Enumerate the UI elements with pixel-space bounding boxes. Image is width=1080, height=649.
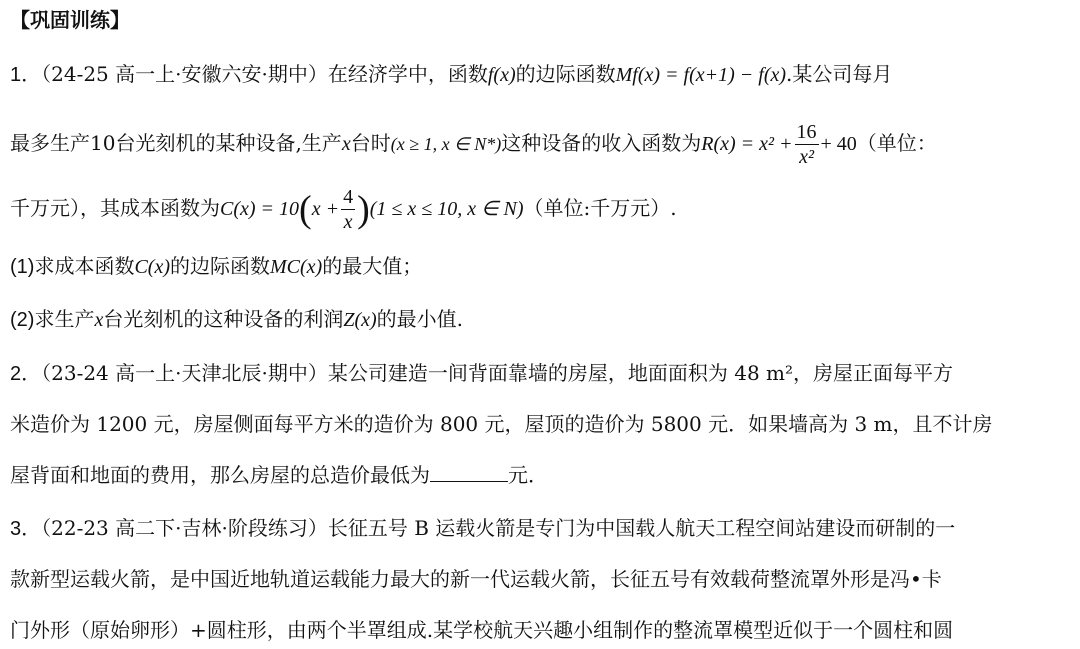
q1-number: 1．	[10, 64, 42, 86]
q2-line-2: 米造价为 1200 元，房屋侧面每平方米的造价为 800 元，屋顶的造价为 5800 元．如果墙高为 3 m，且不计房	[10, 412, 993, 436]
q1-text: 在经济学中，函数	[327, 62, 488, 86]
fraction-numerator: 16	[796, 121, 817, 143]
q1-text: 的边际函数	[170, 254, 270, 278]
q1-cost-symbol: C(x)	[134, 256, 170, 278]
q3-source: （22-23 高二下·吉林·阶段练习）	[41, 516, 328, 540]
q3-number: 3．	[10, 518, 42, 540]
q2-text: 屋背面和地面的费用，那么房屋的总造价最低为	[10, 463, 430, 487]
q1-text: .某公司每月	[786, 62, 893, 86]
q1-condition: (x ≥ 1, x ∈ N*)	[390, 134, 502, 154]
q1-function-f: f(x)	[487, 64, 516, 86]
q1-unit-label: （单位：	[856, 131, 937, 155]
q1-line-3	[10, 180, 1072, 236]
q2-text: 某公司建造一间背面靠墙的房屋，地面面积为 48 m²，房屋正面每平方	[327, 361, 954, 385]
q1-marginal-cost-symbol: MC(x)	[270, 256, 323, 278]
q1-marginal-formula: Mf(x) = f(x+1) − f(x)	[615, 64, 787, 86]
fraction-denominator: x	[343, 211, 353, 233]
q1-text: （单位:千万元）.	[523, 196, 677, 220]
q1-cost-domain: (1 ≤ x ≤ 10, x ∈ N)	[369, 198, 524, 220]
q2-number: 2．	[10, 363, 42, 385]
q1-part-1	[10, 252, 1072, 281]
q1-profit-symbol: Z(x)	[343, 309, 377, 331]
q1-part-2	[10, 305, 1072, 334]
q1-var-x: x	[341, 133, 351, 155]
q2-line-3	[10, 461, 1072, 489]
q1-text: 求成本函数	[34, 254, 135, 278]
part-label: (2)	[10, 309, 35, 331]
q1-text: 求生产	[34, 307, 95, 331]
q3-text: 长征五号 B 运载火箭是专门为中国载人航天工程空间站建设而研制的一	[327, 516, 956, 540]
q2-line-1	[10, 359, 1072, 388]
right-paren: )	[357, 188, 370, 231]
q2-source: （23-24 高一上·天津北辰·期中）	[41, 361, 328, 385]
q1-text: 千万元），其成本函数为	[10, 196, 220, 220]
q1-cost-function: C(x) = 10	[220, 198, 300, 220]
q2-text: 元．	[508, 463, 548, 487]
q1-line-1	[10, 60, 1072, 89]
q1-revenue-constant: + 40	[820, 133, 857, 155]
answer-blank	[430, 461, 508, 482]
q3-line-2: 款新型运载火箭，是中国近地轨道运载能力最大的新一代运载火箭，长征五号有效载荷整流罩外形是冯•卡	[10, 567, 942, 591]
q1-text: 的最大值；	[322, 254, 423, 278]
q1-text: 台光刻机的这种设备的利润	[103, 307, 344, 331]
fraction-numerator: 4	[343, 186, 354, 208]
q1-text: 的边际函数	[515, 62, 616, 86]
q1-cost-term: x +	[311, 198, 340, 220]
section-title: 【巩固训练】	[10, 8, 130, 32]
q3-line-1	[10, 514, 1072, 543]
q1-line-2	[10, 116, 1072, 170]
q1-text: 台时	[350, 131, 391, 155]
q1-text: 这种设备的收入函数为	[501, 131, 702, 155]
q1-revenue-fraction	[795, 120, 819, 169]
left-paren: (	[299, 188, 312, 231]
q3-line-3: 门外形（原始卵形）+圆柱形，由两个半罩组成.某学校航天兴趣小组制作的整流罩模型近似于一个圆柱和圆	[10, 618, 954, 642]
q1-revenue-function: R(x) = x² +	[701, 133, 793, 155]
q1-text: 最多生产10台光刻机的某种设备,生产	[10, 131, 342, 155]
q1-var-x: x	[94, 309, 104, 331]
q1-cost-fraction	[341, 185, 355, 234]
fraction-denominator: x²	[799, 146, 814, 168]
q1-text: 的最小值.	[376, 307, 464, 331]
q1-source: （24-25 高一上·安徽六安·期中）	[41, 62, 328, 86]
part-label: (1)	[10, 256, 35, 278]
